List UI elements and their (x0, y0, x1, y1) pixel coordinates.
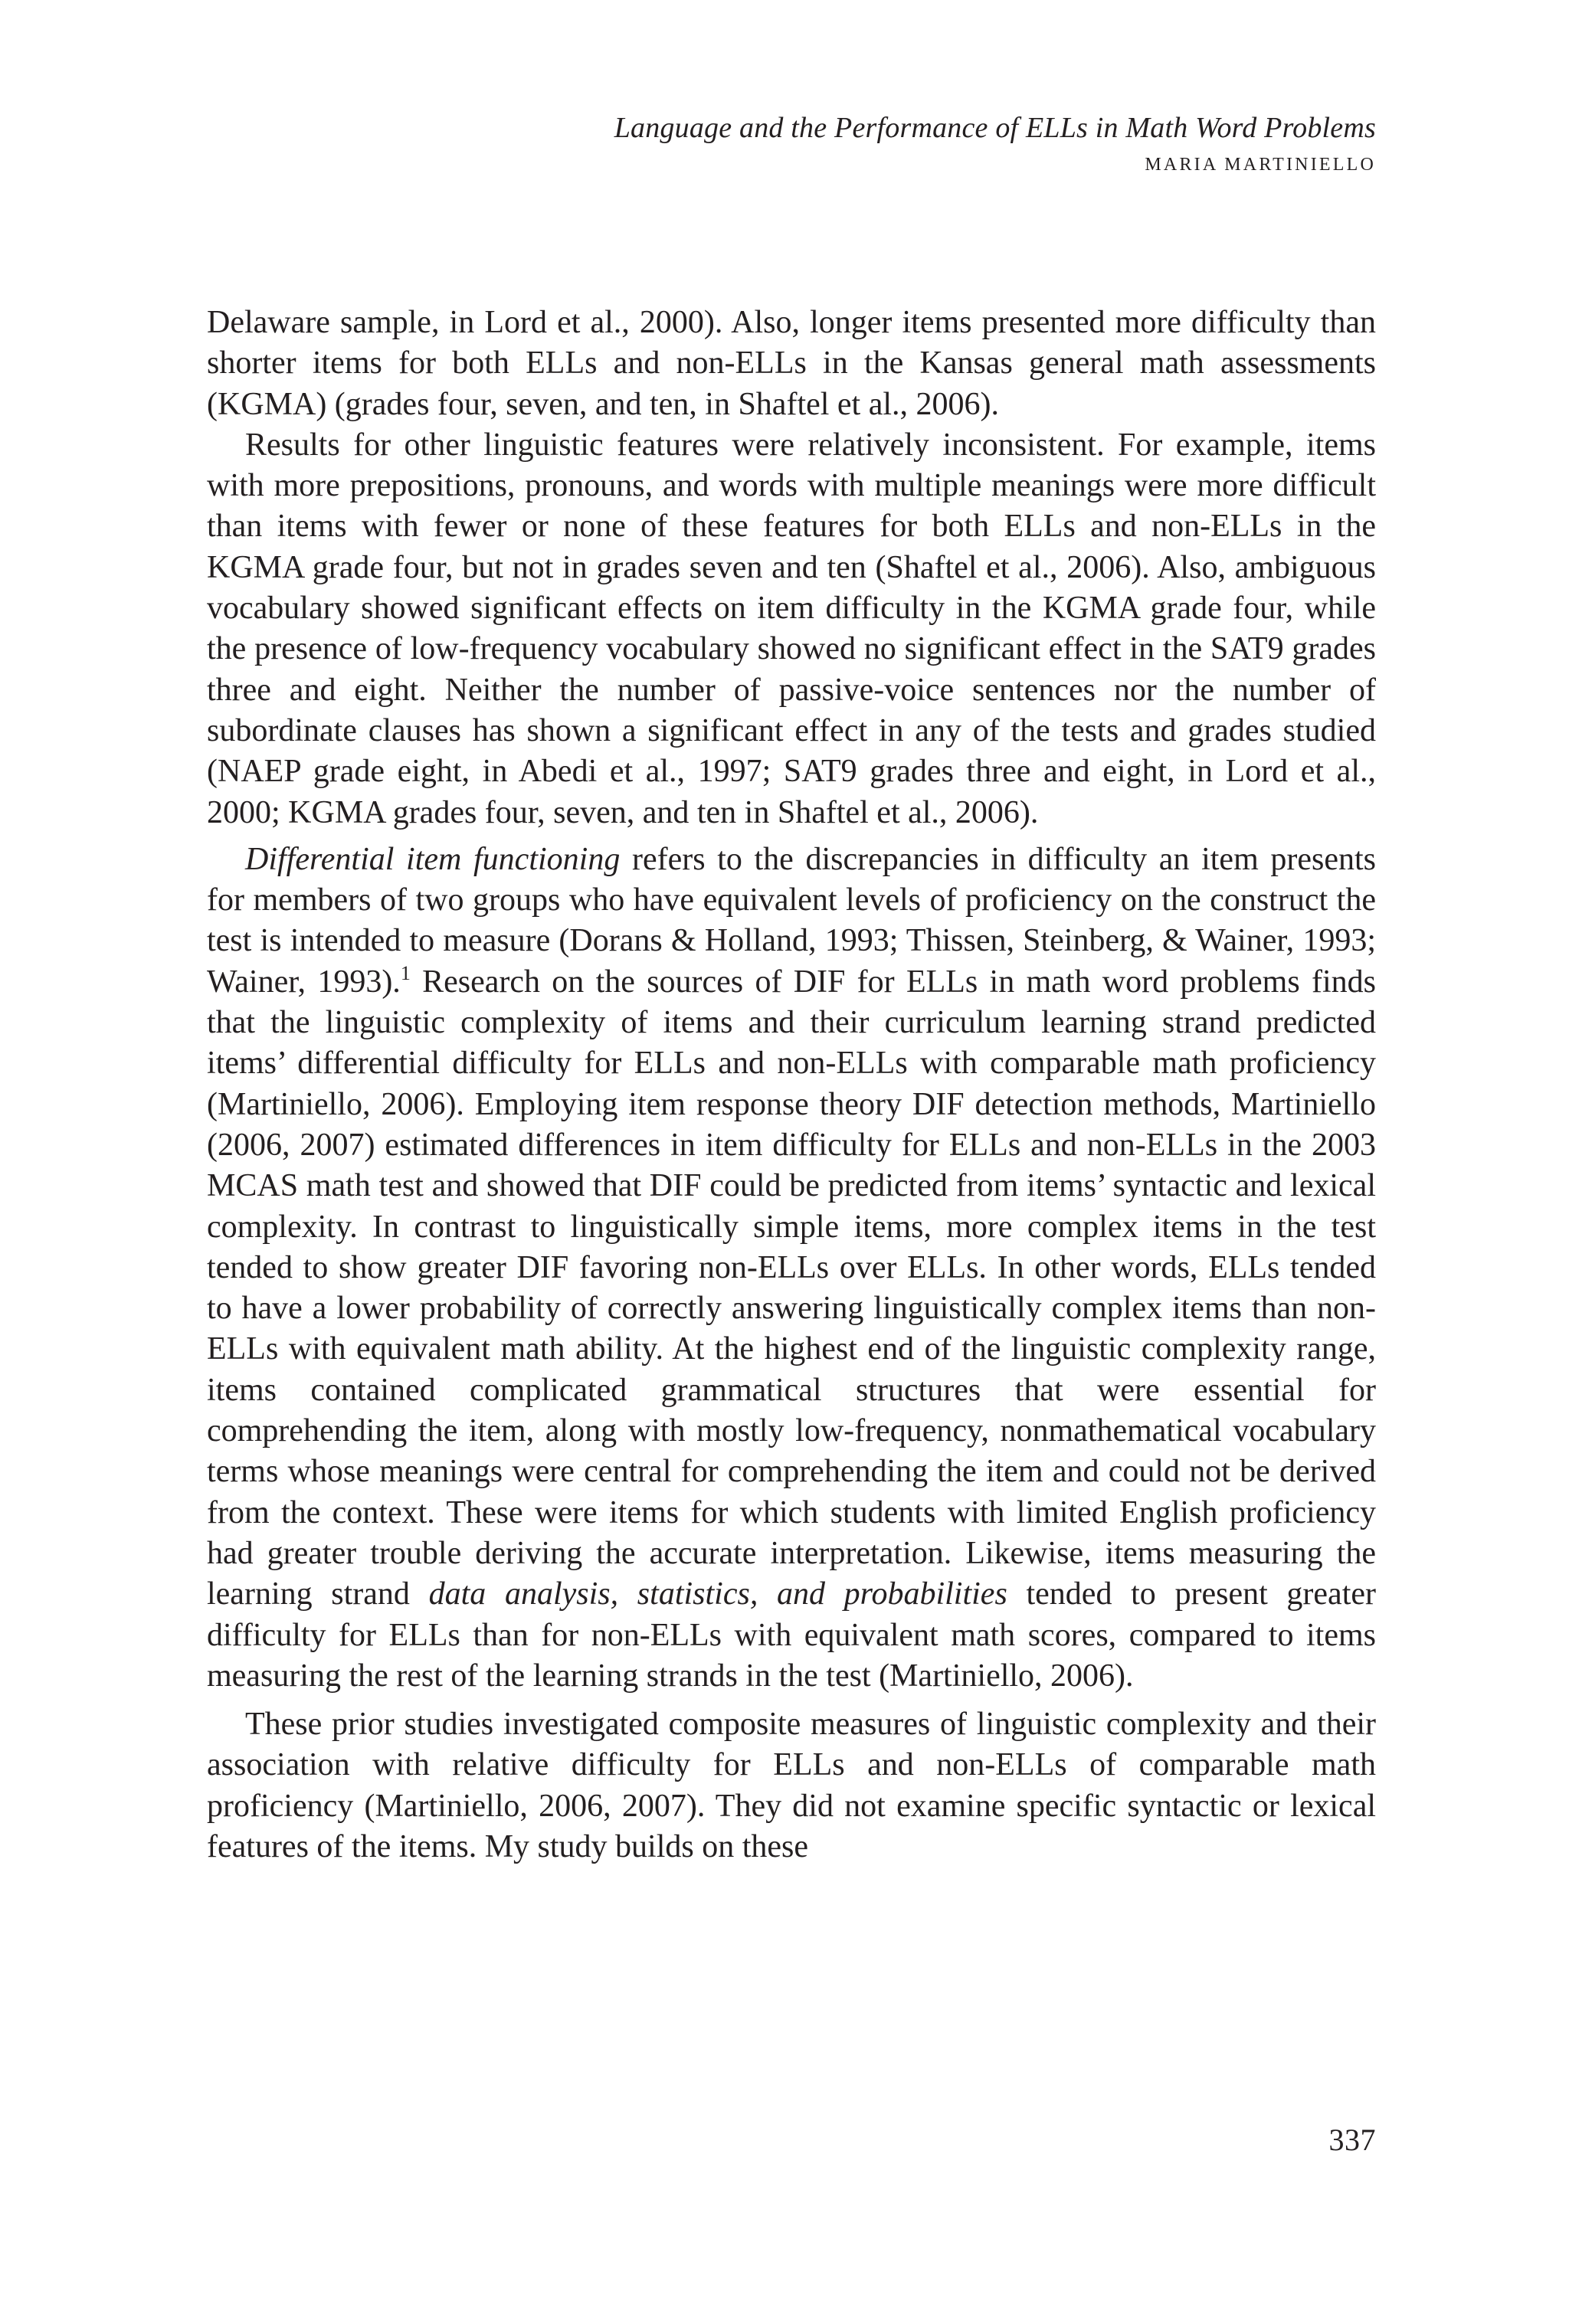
running-head (614, 107, 1376, 181)
paragraph-3-part-c: tended to present greater difficulty for ELLs than for non-ELLs with equivalent math scores, compared to items measuring the rest of the learning strands in the test (Martiniello, 2006). (207, 1576, 1376, 1694)
paragraph-1: Delaware sample, in Lord et al., 2000). Also, longer items presented more difficulty than shorter items for both ELLs and non-ELLs in the Kansas general math assessments (KGMA) (grades four, seven, and ten, in Shaftel et al., 2006). (207, 305, 1376, 422)
running-author: MARIA MARTINIELLO (1145, 155, 1376, 175)
term-differential-item-functioning: Differential item functioning (245, 841, 621, 877)
paragraph-3-part-b: Research on the sources of DIF for ELLs in math word problems finds that the linguistic complexity of items and their curriculum learning strand predicted items’ differential difficulty for ELLs and non-ELLs with comparable math proficiency (Martiniello, 2006). Employing item response theory DIF detection methods, Martiniello (2006, 2007) estimated differences in item difficulty for ELLs and non-ELLs in the 2003 MCAS math test and showed that DIF could be predicted from items’ syntactic and lexical complexity. In contrast to linguistically simple items, more complex items in the test tended to show greater DIF favoring non-ELLs over ELLs. In other words, ELLs tended to have a lower probability of correctly answering linguistically complex items than non-ELLs with equivalent math ability. At the highest end of the linguistic complexity range, items contained complicated grammatical structures that were essential for comprehending the item, along with mostly low-frequency, nonmathematical vocabulary terms whose meanings were central for comprehending the item and could not be derived from the context. These were items for which students with limited English proficiency had greater trouble deriving the accurate interpretation. Likewise, items measuring the learning strand (207, 964, 1376, 1612)
running-title: Language and the Performance of ELLs in Math Word Problems (614, 112, 1376, 144)
paragraph-2: Results for other linguistic features were relatively inconsistent. For example, items with more prepositions, pronouns, and words with multiple meanings were more difficult than items with fewer or none of these features for both ELLs and non-ELLs in the KGMA grade four, but not in grades seven and ten (Shaftel et al., 2006). Also, ambiguous vocabulary showed significant effects on item difficulty in the KGMA grade four, while the presence of low-frequency vocabulary showed no significant effect in the SAT9 grades three and eight. Neither the number of passive-voice sentences nor the number of subordinate clauses has shown a significant effect in any of the tests and grades studied (NAEP grade eight, in Abedi et al., 1997; SAT9 grades three and eight, in Lord et al., 2000; KGMA grades four, seven, and ten in Shaftel et al., 2006). (207, 427, 1376, 830)
footnote-marker: 1 (400, 961, 411, 984)
paragraph-4: These prior studies investigated composite measures of linguistic complexity and their association with relative difficulty for ELLs and non-ELLs of comparable math proficiency (Martiniello, 2006, 2007). They did not examine specific syntactic or lexical features of the items. My study builds on these (207, 1707, 1376, 1864)
paragraph-3 (207, 840, 1376, 1697)
term-learning-strand: data analysis, statistics, and probabilities (428, 1576, 1007, 1612)
page-number: 337 (1328, 2123, 1376, 2157)
paragraph-3-part-a: refers to the discrepancies in difficulty an item presents for members of two groups who have equivalent levels of proficiency on the construct the test is intended to measure (Dorans & Holland, 1993; Thissen, Steinberg, & Wainer, 1993; Wainer, 1993). (207, 841, 1376, 1000)
body-text (207, 303, 1376, 1867)
